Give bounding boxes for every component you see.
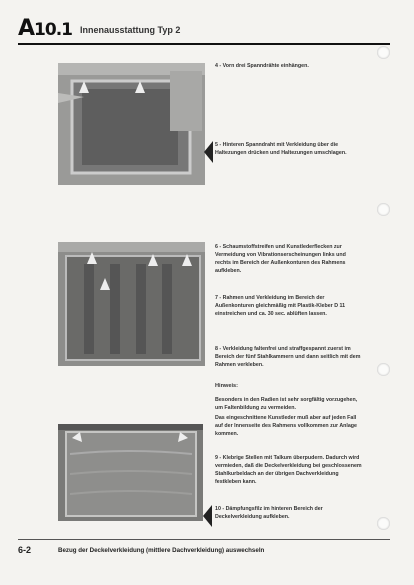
binder-hole-4 xyxy=(377,517,390,530)
footer-rule xyxy=(18,539,390,540)
step-8: 8 - Verkleidung faltenfrei und straffgespannt zuerst im Bereich der fünf Stahlkammern und dann seitlich mit dem Rahmen verkleben. xyxy=(215,346,361,368)
note-paragraph-2: Das eingeschnittene Kunstleder muß aber auf jeden Fall auf der Innenseite des Rahmens vollkommen zur Anlage kommen. xyxy=(215,415,357,437)
binder-hole-1 xyxy=(377,46,390,59)
section-code-letter: A xyxy=(18,16,35,41)
footer-title: Bezug der Deckelverkleidung (mittlere Dachverkleidung) auswechseln xyxy=(58,547,265,554)
photo-roof-panel-finished xyxy=(58,424,203,521)
photo-roof-panel-front xyxy=(58,63,205,185)
note-paragraph-1: Besonders in den Radien ist sehr sorgfältig vorzugehen, um Faltenbildung zu vermeiden. xyxy=(215,397,358,411)
step-5: 5 - Hinteren Spanndraht mit Verkleidung über die Haltezungen drücken und Haltezungen umschlagen. xyxy=(215,142,347,156)
step-marker-5 xyxy=(204,141,213,163)
binder-hole-3 xyxy=(377,363,390,376)
photo-roof-panel-foam xyxy=(58,242,205,366)
binder-hole-2 xyxy=(377,203,390,216)
step-9: 9 - Klebrige Stellen mit Talkum überpudern. Dadurch wird vermieden, daß die Deckelverkleidung bei geschlossenem Stahlkurbeldach an der übrigen Dachverkleidung festkleben kann. xyxy=(215,455,362,485)
step-10: 10 - Dämpfungsfilz im hinteren Bereich der Deckelverkleidung aufkleben. xyxy=(215,506,323,520)
step-6: 6 - Schaumstoffstreifen und Kunstlederflecken zur Vermeidung von Vibrationserscheinungen links und rechts im Bereich der Außenkonturen des Rahmens aufkleben. xyxy=(215,244,346,274)
note-heading: Hinweis: xyxy=(215,383,239,389)
page-number: 6-2 xyxy=(18,545,32,555)
section-code-number: 10.1 xyxy=(34,20,72,40)
step-marker-10 xyxy=(203,505,212,527)
section-title: Innenausstattung Typ 2 xyxy=(80,25,181,35)
step-4: 4 - Vorn drei Spanndrähte einhängen. xyxy=(215,63,309,69)
step-7: 7 - Rahmen und Verkleidung im Bereich der Außenkonturen gleichmäßig mit Plastik-Kleber D 11 einstreichen und ca. 30 sec. ablüften lassen. xyxy=(215,295,346,317)
page-header xyxy=(18,17,390,43)
section-code xyxy=(18,17,72,42)
header-rule xyxy=(18,43,390,45)
